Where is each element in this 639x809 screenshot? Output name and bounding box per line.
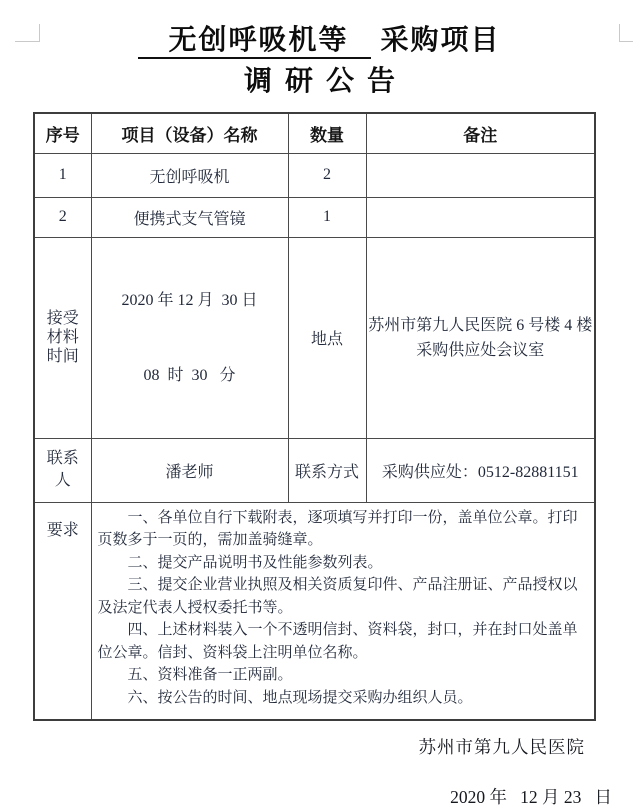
item-name: 便携式支气管镜 — [91, 197, 288, 237]
page-margin-mark-right — [619, 24, 633, 42]
table-header-row — [34, 113, 595, 153]
document-title-line2: 调研公告 — [243, 66, 408, 97]
item-remark — [366, 153, 595, 197]
procurement-table — [33, 112, 596, 721]
contact-method-value: 采购供应处：0512-82881151 — [366, 438, 595, 502]
requirement-item-1: 一、各单位自行下载附表，逐项填写并打印一份，盖单位公章。打印页数多于一页的，需加盖骑缝章。 — [97, 509, 578, 548]
requirement-item-3: 三、提交企业营业执照及相关资质复印件、产品注册证、产品授权以及法定代表人授权委托书等。 — [97, 577, 578, 616]
requirement-item-2: 二、提交产品说明书及性能参数列表。 — [127, 554, 383, 571]
header-index: 序号 — [34, 113, 91, 153]
header-quantity: 数量 — [288, 113, 366, 153]
accept-material-row — [34, 237, 595, 438]
signature-organization: 苏州市第九人民医院 — [418, 737, 585, 757]
item-index: 1 — [34, 153, 91, 197]
contact-method-label: 联系方式 — [288, 438, 366, 502]
table-row — [34, 197, 595, 237]
requirements-content — [91, 502, 595, 720]
header-remark: 备注 — [366, 113, 595, 153]
header-item-name: 项目（设备）名称 — [91, 113, 288, 153]
page-margin-mark-left — [15, 24, 40, 42]
title-underlined-project-name: 无创呼吸机等 — [138, 25, 370, 59]
item-index: 2 — [34, 197, 91, 237]
requirements-row — [34, 502, 595, 720]
signature-date: 2020 年 12 月 23 日 — [450, 787, 612, 807]
table-row — [34, 153, 595, 197]
item-name: 无创呼吸机 — [91, 153, 288, 197]
contact-person-name: 潘老师 — [91, 438, 288, 502]
requirement-item-5: 五、资料准备一正两副。 — [127, 667, 293, 683]
title-suffix: 采购项目 — [380, 25, 501, 56]
item-remark — [366, 197, 595, 237]
requirements-label: 要求 — [34, 502, 91, 720]
contact-person-label: 联系 人 — [34, 438, 91, 502]
place-value: 苏州市第九人民医院 6 号楼 4 楼 采购供应处会议室 — [366, 237, 595, 438]
requirement-item-6: 六、按公告的时间、地点现场提交采购办组织人员。 — [127, 689, 473, 706]
place-label: 地点 — [288, 237, 366, 438]
accept-time-label: 接受 材料 时间 — [34, 237, 91, 438]
accept-time-value: 2020 年 12 月 30 日 08 时 30 分 — [91, 237, 288, 438]
document-title-line1 — [0, 24, 639, 58]
contact-row — [34, 438, 595, 502]
item-quantity: 2 — [288, 153, 366, 197]
requirement-item-4: 四、上述材料装入一个不透明信封、资料袋，封口，并在封口处盖单位公章。信封、资料袋上注明单位名称。 — [97, 622, 578, 661]
item-quantity: 1 — [288, 197, 366, 237]
